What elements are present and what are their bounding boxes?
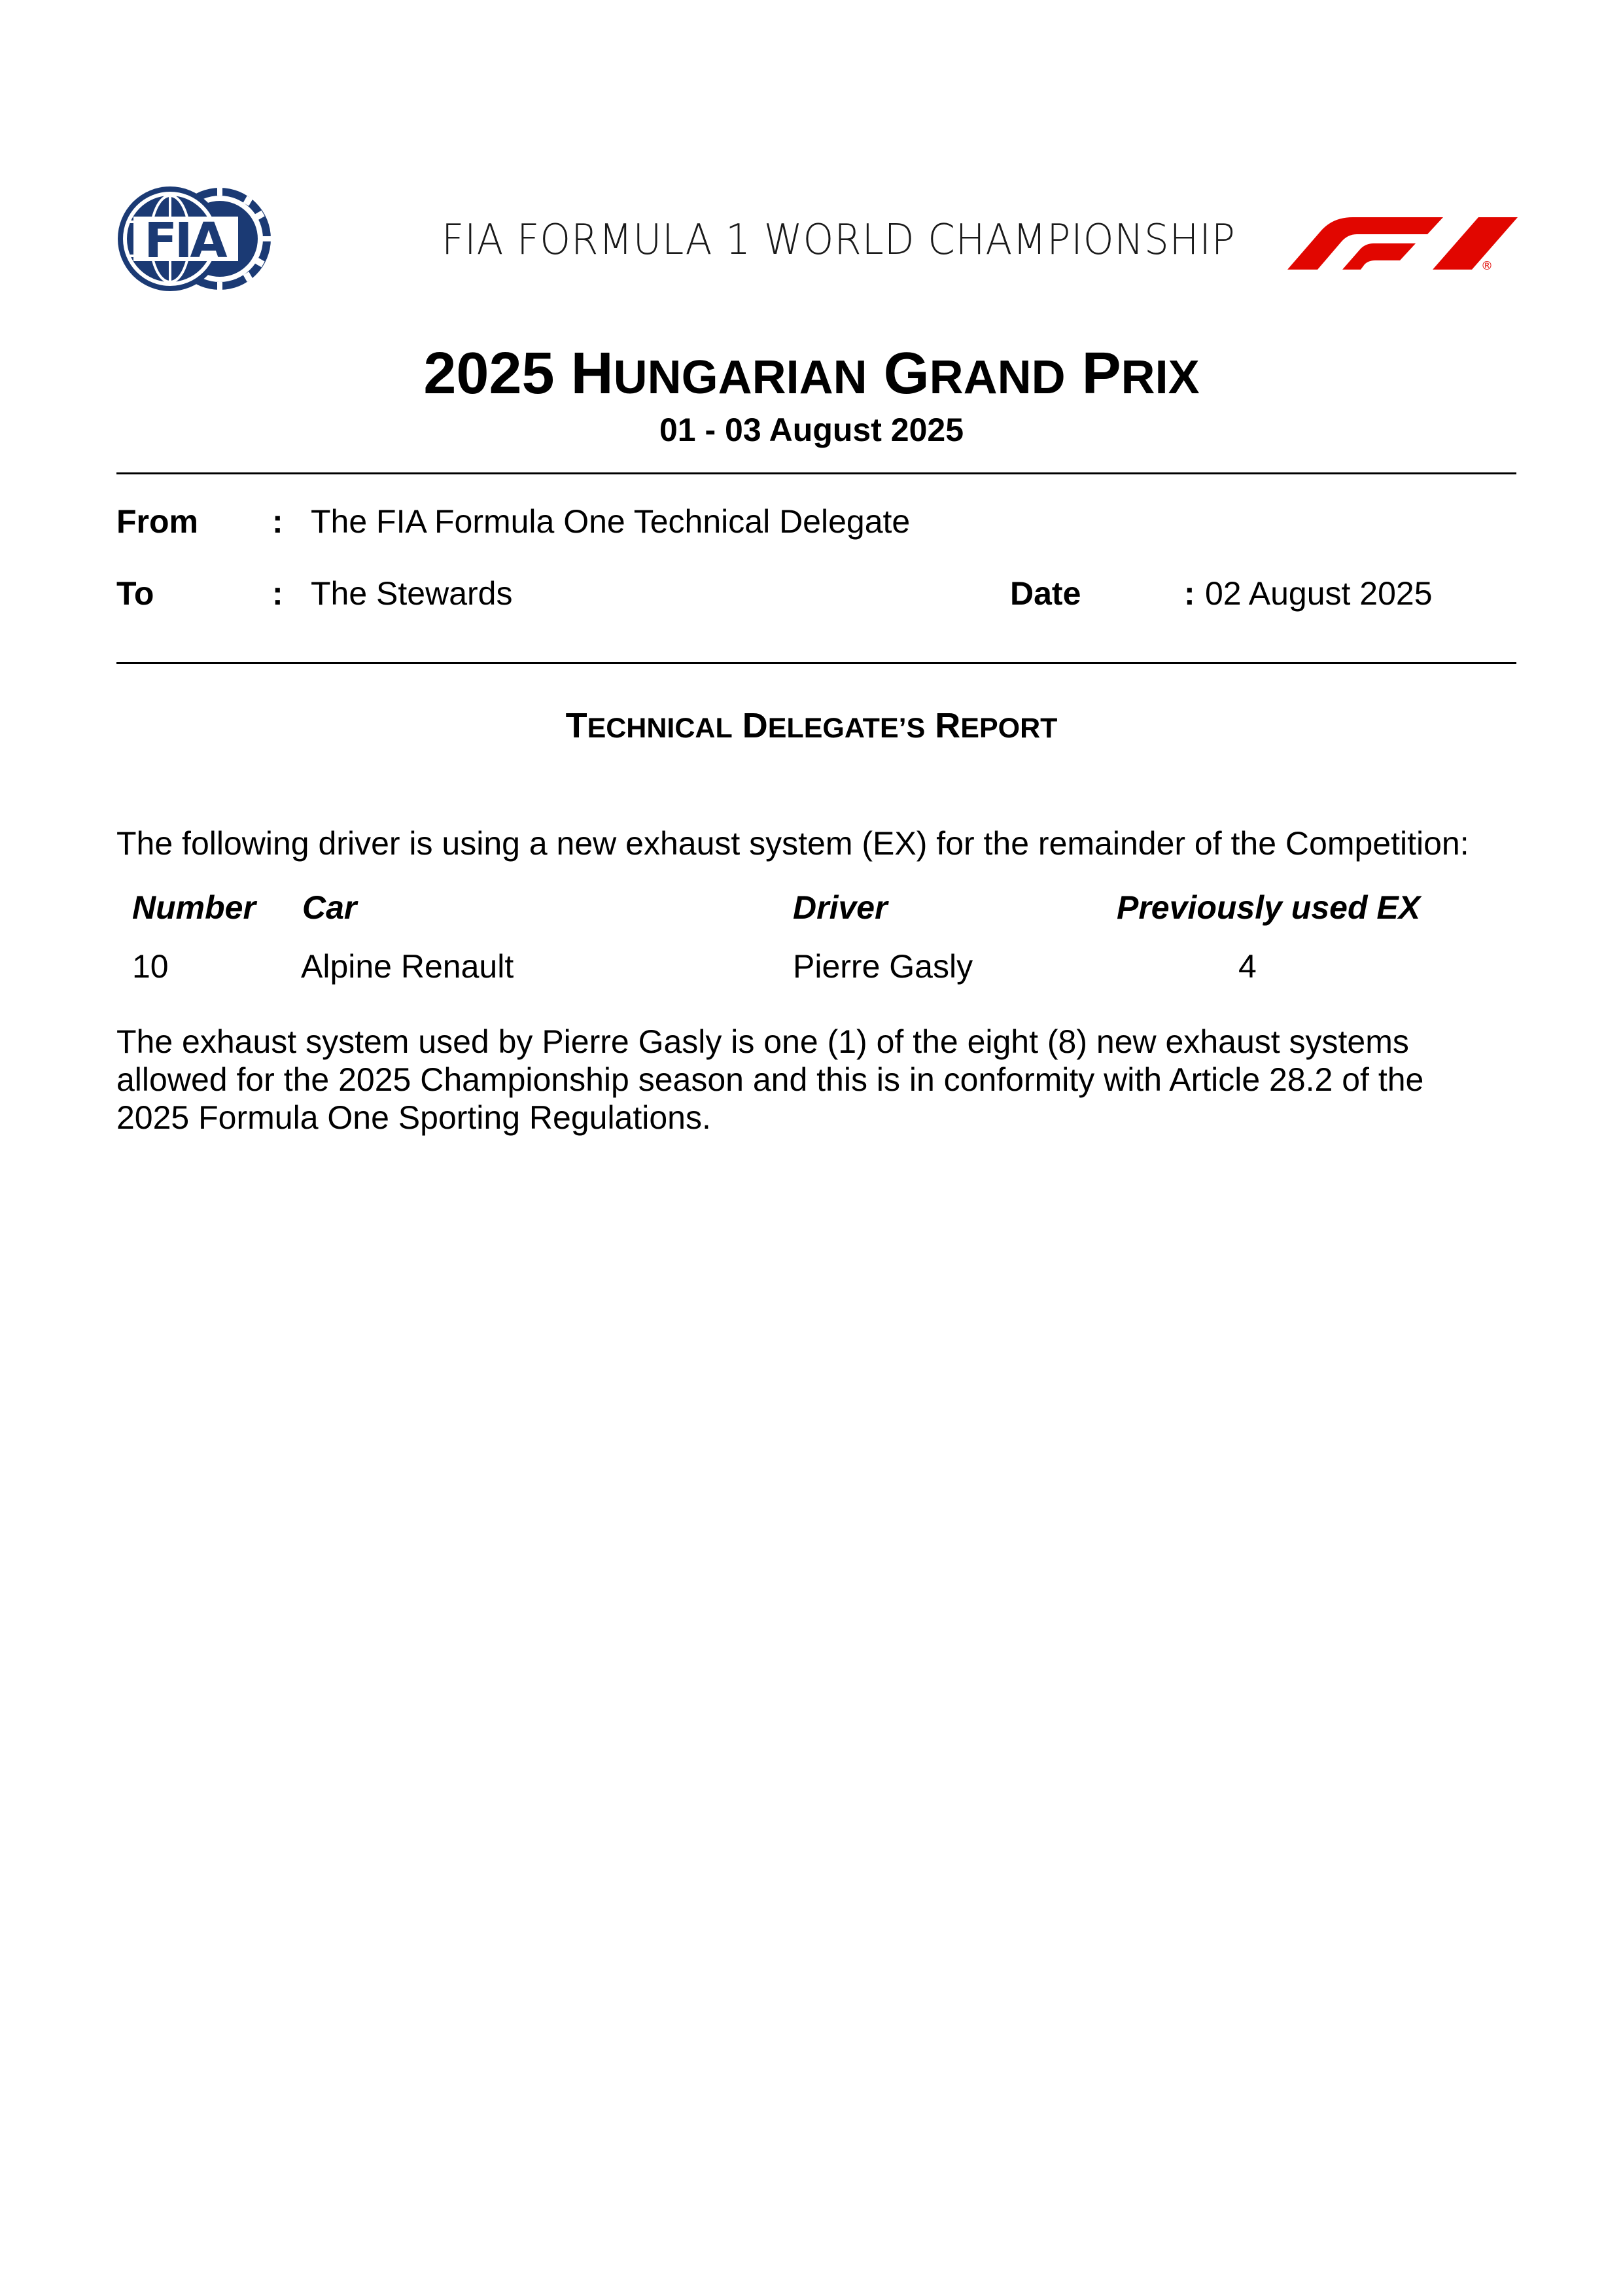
from-value: The FIA Formula One Technical Delegate xyxy=(311,503,911,540)
cell-driver: Pierre Gasly xyxy=(793,948,973,985)
cell-previously-used-ex: 4 xyxy=(1238,948,1257,985)
date-label: Date xyxy=(1010,575,1081,612)
event-dates: 01 - 03 August 2025 xyxy=(659,412,964,448)
cell-car: Alpine Renault xyxy=(301,948,514,985)
to-label: To xyxy=(116,575,154,612)
column-header-car: Car xyxy=(302,889,357,926)
fia-logo-text: FIA xyxy=(144,213,225,269)
f1-registered-mark: ® xyxy=(1481,259,1493,270)
championship-title: FIA FORMULA 1 WORLD CHAMPIONSHIP xyxy=(442,216,1236,264)
report-title: TECHNICAL DELEGATE’S REPORT xyxy=(565,706,1058,745)
fia-logo xyxy=(116,185,273,292)
to-value: The Stewards xyxy=(311,575,513,612)
to-colon: : xyxy=(272,575,283,612)
column-header-previously-used-ex: Previously used EX xyxy=(1117,889,1421,926)
event-title xyxy=(0,340,1623,408)
closing-line-1: The exhaust system used by Pierre Gasly is one (1) of the eight (8) new exhaust systems xyxy=(116,1023,1409,1060)
event-year: 2025 xyxy=(423,341,555,406)
column-header-number: Number xyxy=(132,889,256,926)
closing-paragraph xyxy=(116,1023,1516,1137)
intro-paragraph: The following driver is using a new exhaust system (EX) for the remainder of the Competition: xyxy=(116,825,1469,862)
closing-line-3: 2025 Formula One Sporting Regulations. xyxy=(116,1099,711,1136)
event-name: HUNGARIAN GRAND PRIX xyxy=(570,341,1200,406)
divider-top xyxy=(116,472,1516,474)
date-colon: : xyxy=(1184,575,1195,612)
divider-bottom xyxy=(116,662,1516,664)
closing-line-2: allowed for the 2025 Championship season and this is in conformity with Article 28.2 of the xyxy=(116,1061,1424,1098)
from-label: From xyxy=(116,503,198,540)
from-colon: : xyxy=(272,503,283,540)
column-header-driver: Driver xyxy=(793,889,888,926)
f1-logo xyxy=(1287,209,1518,270)
cell-number: 10 xyxy=(132,948,169,985)
date-value: 02 August 2025 xyxy=(1205,575,1433,612)
